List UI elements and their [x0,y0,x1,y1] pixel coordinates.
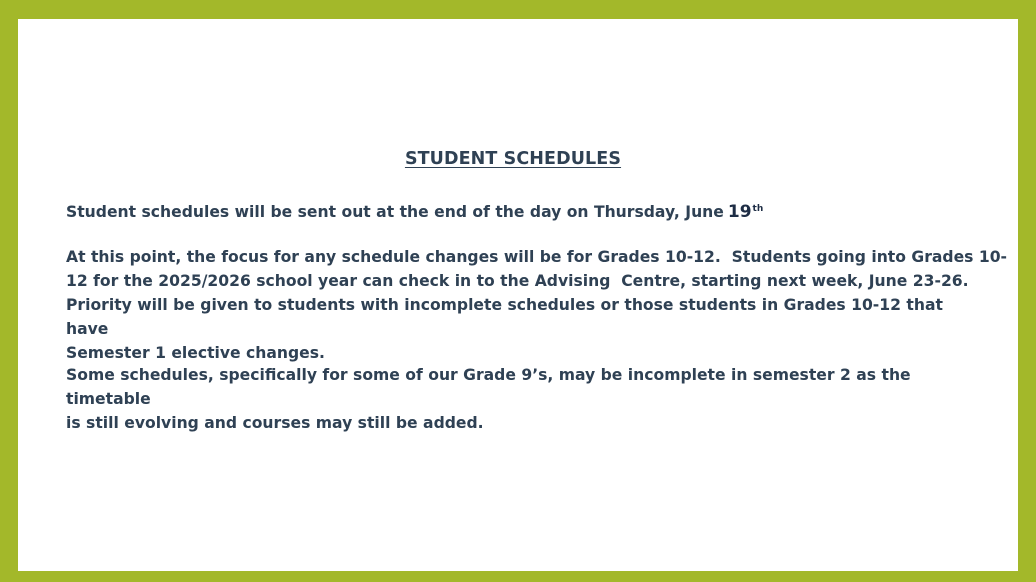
schedule-release-paragraph [66,197,966,224]
release-day: 19 [727,202,752,222]
release-day-suffix: th [752,204,764,214]
schedule-release-text: Student schedules will be sent out at the end of the day on Thursday, June [66,203,724,221]
page-title: STUDENT SCHEDULES [404,149,622,169]
slide [18,19,1018,571]
paragraph-line: Priority will be given to students with incomplete schedules or those students in Grades 10-12 that have [66,296,943,338]
paragraph-line: At this point, the focus for any schedule changes will be for Grades 10-12. Students going into Grades 10- [66,248,1008,266]
paragraph-line: 12 for the 2025/2026 school year can check in to the Advising Centre, starting next week, June 23-26. [66,272,969,290]
schedule-changes-paragraph [66,245,1008,365]
paragraph-line: Semester 1 elective changes. [66,344,325,362]
grade9-schedules-paragraph [66,363,966,435]
paragraph-line: is still evolving and courses may still be added. [66,414,484,432]
paragraph-line: Some schedules, specifically for some of our Grade 9’s, may be incomplete in semester 2 as the timetable [66,366,911,408]
